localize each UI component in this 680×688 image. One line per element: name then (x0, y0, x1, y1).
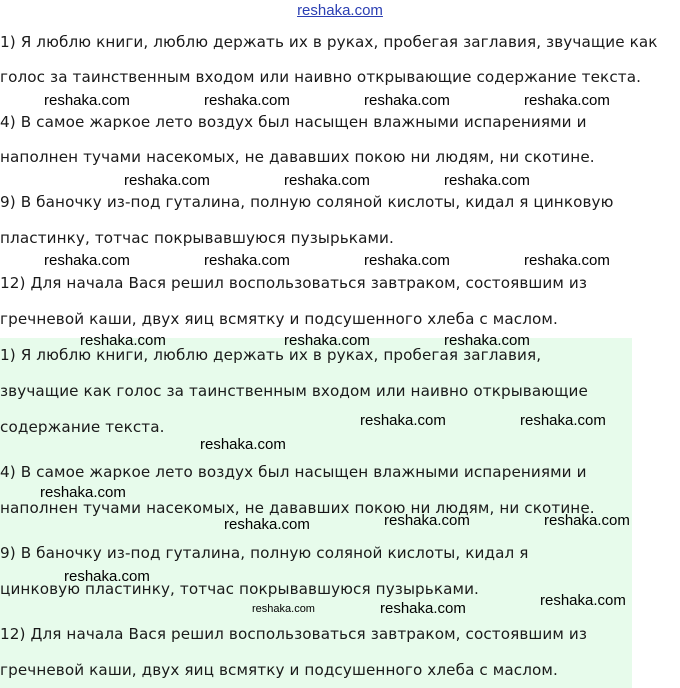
watermark: reshaka.com (524, 252, 610, 269)
watermark: reshaka.com (44, 252, 130, 269)
watermark: reshaka.com (524, 92, 610, 109)
watermark: reshaka.com (252, 603, 315, 615)
watermark: reshaka.com (200, 436, 286, 453)
text-line: 1) Я люблю книги, люблю держать их в руках, пробегая заглавия, звучащие как (0, 33, 658, 51)
text-line: 12) Для начала Вася решил воспользоваться завтраком, состоявшим из (0, 625, 588, 643)
text-line: содержание текста. (0, 418, 165, 436)
text-line: 1) Я люблю книги, люблю держать их в руках, пробегая заглавия, (0, 346, 542, 364)
text-line: 9) В баночку из-под гуталина, полную соляной кислоты, кидал я (0, 544, 529, 562)
watermark: reshaka.com (80, 332, 166, 349)
text-line: звучащие как голос за таинственным входом или наивно открывающие (0, 382, 588, 400)
text-line: 12) Для начала Вася решил воспользоваться завтраком, состоявшим из (0, 274, 588, 292)
watermark: reshaka.com (284, 332, 370, 349)
text-line: 4) В самое жаркое лето воздух был насыщен влажными испарениями и (0, 113, 587, 131)
text-line: гречневой каши, двух яиц всмятку и подсушенного хлеба с маслом. (0, 310, 558, 328)
watermark: reshaka.com (204, 92, 290, 109)
watermark: reshaka.com (364, 252, 450, 269)
text-line: 4) В самое жаркое лето воздух был насыщен влажными испарениями и (0, 463, 587, 481)
watermark: reshaka.com (520, 412, 606, 429)
watermark: reshaka.com (224, 516, 310, 533)
watermark: reshaka.com (444, 172, 530, 189)
watermark: reshaka.com (40, 484, 126, 501)
watermark: reshaka.com (284, 172, 370, 189)
watermark: reshaka.com (364, 92, 450, 109)
watermark: reshaka.com (64, 568, 150, 585)
watermark: reshaka.com (360, 412, 446, 429)
watermark: reshaka.com (540, 592, 626, 609)
text-line: пластинку, тотчас покрывавшуюся пузырьками. (0, 229, 394, 247)
text-line: гречневой каши, двух яиц всмятку и подсушенного хлеба с маслом. (0, 661, 558, 679)
text-line: наполнен тучами насекомых, не дававших покою ни людям, ни скотине. (0, 148, 595, 166)
text-line: цинковую пластинку, тотчас покрывавшуюся пузырьками. (0, 580, 479, 598)
watermark: reshaka.com (444, 332, 530, 349)
watermark: reshaka.com (544, 512, 630, 529)
watermark: reshaka.com (44, 92, 130, 109)
watermark: reshaka.com (124, 172, 210, 189)
site-link[interactable]: reshaka.com (297, 2, 383, 19)
watermark: reshaka.com (384, 512, 470, 529)
watermark: reshaka.com (380, 600, 466, 617)
watermark: reshaka.com (204, 252, 290, 269)
text-line: 9) В баночку из-под гуталина, полную соляной кислоты, кидал я цинковую (0, 193, 614, 211)
text-line: наполнен тучами насекомых, не дававших покою ни людям, ни скотине. (0, 499, 595, 517)
text-line: голос за таинственным входом или наивно открывающие содержание текста. (0, 68, 642, 86)
